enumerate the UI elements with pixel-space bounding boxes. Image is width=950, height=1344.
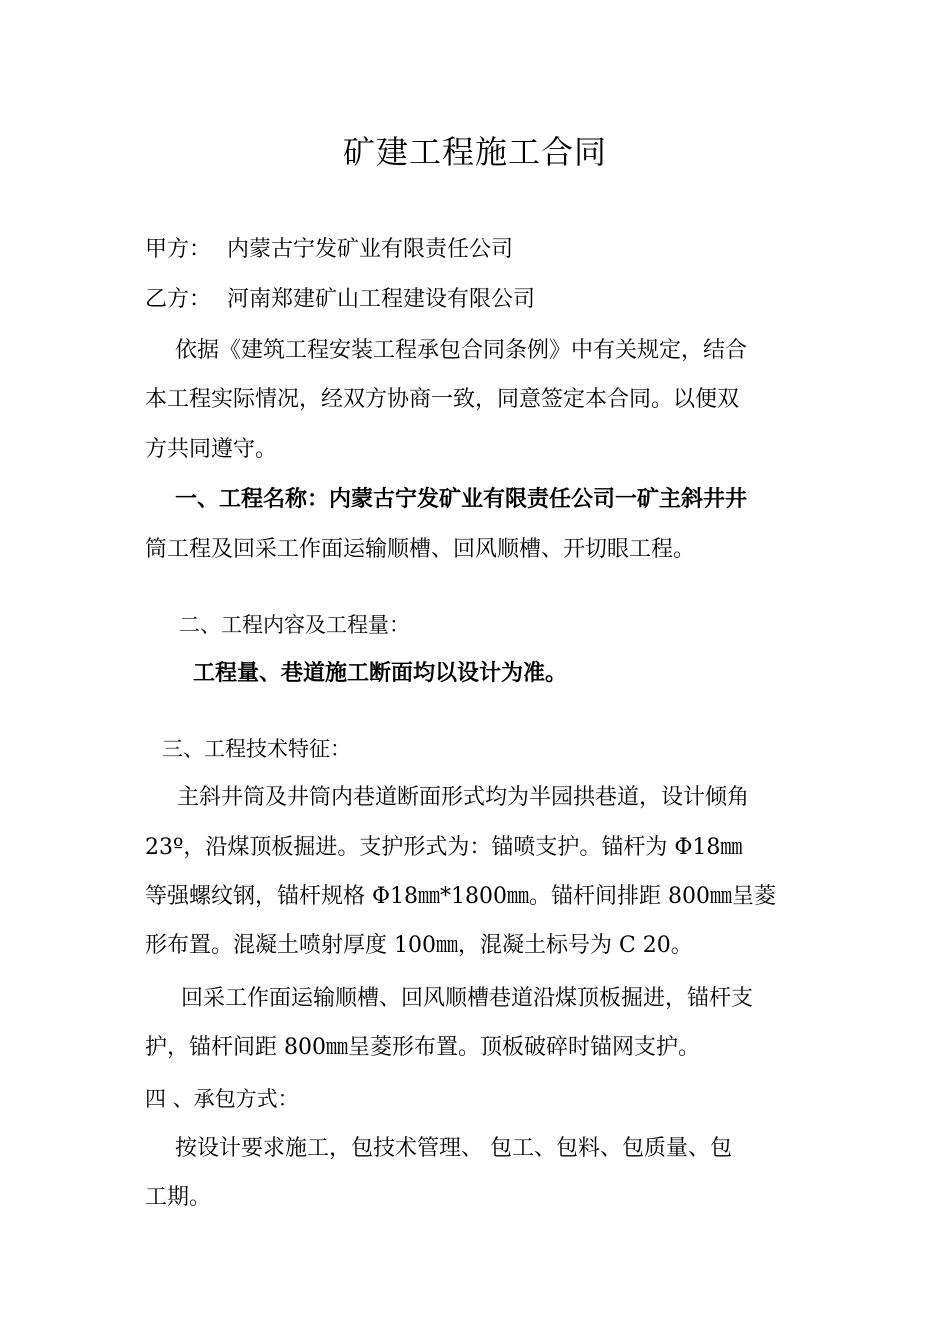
party-a-line: [145, 234, 825, 266]
section4-line-2: 工期。: [145, 1185, 212, 1210]
intro-line-3: 方共同遵守。: [145, 437, 278, 462]
section4-line-1: 按设计要求施工，包技术管理、 包工、包料、包质量、包: [175, 1136, 732, 1161]
section3-p1-line-3: 等强螺纹钢，锚杆规格 Φ18㎜*1800㎜。锚杆间排距 800㎜呈菱: [145, 884, 776, 909]
section3-heading: 三、工程技术特征：: [162, 737, 351, 761]
section3-p1-line-4: 形布置。混凝土喷射厚度 100㎜，混凝土标号为 C 20。: [145, 933, 693, 958]
party-a-label: 甲方：: [145, 237, 212, 262]
section3-p2-line-1: 回采工作面运输顺槽、回风顺槽巷道沿煤顶板掘进，锚杆支: [181, 986, 754, 1011]
document-title: 矿建工程施工合同: [342, 133, 607, 171]
section4-heading: 四 、承包方式：: [145, 1087, 299, 1111]
section2-heading: 二、工程内容及工程量：: [179, 613, 410, 637]
intro-line-2: 本工程实际情况，经双方协商一致，同意签定本合同。以便双: [145, 387, 740, 412]
party-b-label: 乙方：: [145, 287, 212, 312]
party-b-line: [145, 284, 825, 316]
intro-line-1: 依据《建筑工程安装工程承包合同条例》中有关规定，结合: [175, 338, 748, 363]
party-b-name: 河南郑建矿山工程建设有限公司: [227, 287, 536, 312]
section3-p1-line-2: 23º，沿煤顶板掘进。支护形式为：锚喷支护。锚杆为 Φ18㎜: [145, 835, 743, 860]
party-a-name: 内蒙古宁发矿业有限责任公司: [227, 237, 514, 262]
section1-line-2: 筒工程及回采工作面运输顺槽、回风顺槽、开切眼工程。: [145, 537, 696, 562]
section1-line-1: 一、工程名称：内蒙古宁发矿业有限责任公司一矿主斜井井: [175, 487, 748, 512]
section3-p1-line-1: 主斜井筒及井筒内巷道断面形式均为半园拱巷道，设计倾角: [177, 785, 750, 810]
section3-p2-line-2: 护，锚杆间距 800㎜呈菱形布置。顶板破碎时锚网支护。: [145, 1035, 700, 1060]
section2-body: 工程量、巷道施工断面均以设计为准。: [193, 661, 568, 686]
